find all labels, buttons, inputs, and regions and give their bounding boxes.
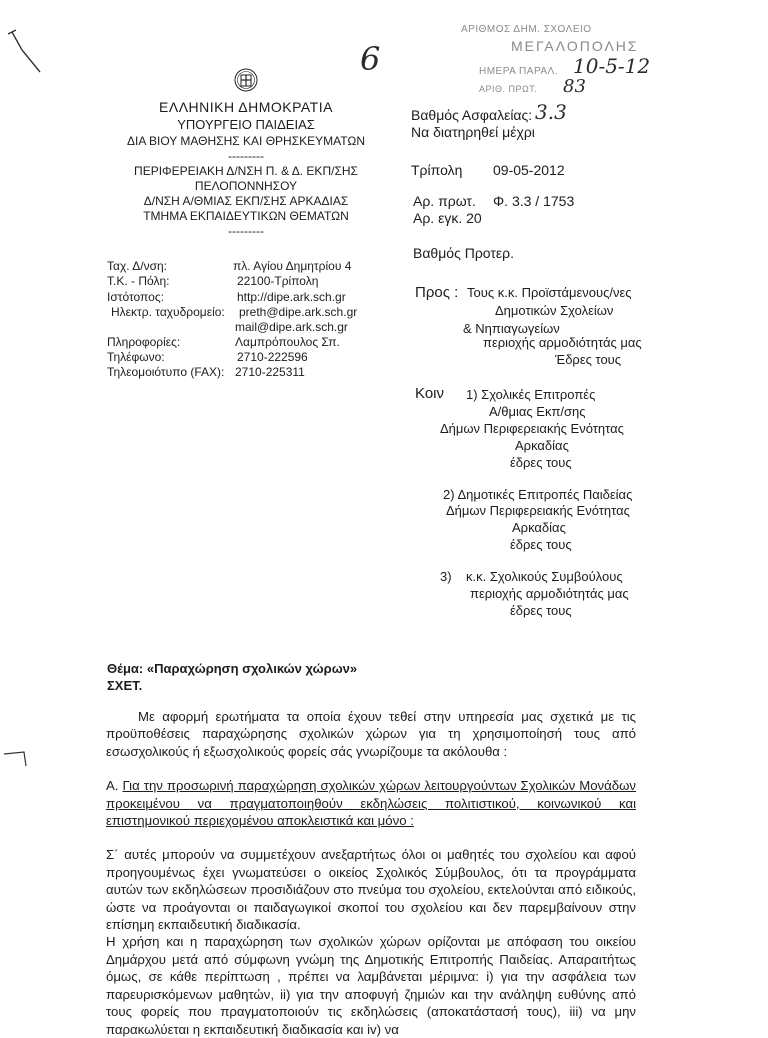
city: Τρίπολη [411, 162, 463, 178]
to-line-5: Έδρες τους [555, 352, 622, 367]
section-a-heading [106, 777, 636, 829]
header-region-line-2: ΠΕΛΟΠΟΝΝΗΣΟΥ [194, 179, 298, 193]
address-label: Ταχ. Δ/νση: [107, 259, 168, 273]
header-country: ΕΛΛΗΝΙΚΗ ΔΗΜΟΚΡΑΤΙΑ [159, 99, 333, 115]
protocol-label: Αρ. πρωτ. [413, 193, 476, 209]
handwritten-page-number: 6 [360, 40, 381, 78]
security-level-label: Βαθμός Ασφαλείας: [411, 107, 533, 123]
fax-label: Τηλεομοιότυπο (FAX): [107, 365, 225, 379]
cc-2-line-4: έδρες τους [510, 537, 572, 552]
info-label: Πληροφορίες: [107, 335, 181, 349]
cc-1-line-3: Δήμων Περιφερειακής Ενότητας [440, 421, 624, 436]
margin-arrow-mark [0, 728, 40, 768]
email-value-2: mail@dipe.ark.sch.gr [235, 320, 348, 334]
to-line-2: Δημοτικών Σχολείων [495, 303, 614, 318]
keep-until-label: Να διατηρηθεί μέχρι [411, 124, 535, 140]
header-ministry-sub: ΔΙΑ ΒΙΟΥ ΜΑΘΗΣΗΣ ΚΑΙ ΘΡΗΣΚΕΥΜΑΤΩΝ [127, 134, 365, 148]
info-value: Λαμπρόπουλος Σπ. [235, 335, 340, 349]
document-date: 09-05-2012 [493, 162, 565, 178]
to-line-1: Τους κ.κ. Προϊστάμενους/νες [467, 285, 632, 300]
stamp-line-4: ΑΡΙΘ. ΠΡΩΤ. [479, 84, 538, 94]
cc-2-line-1: 2) Δημοτικές Επιτροπές Παιδείας [443, 487, 633, 502]
to-label: Προς : [415, 284, 459, 301]
cc-2-line-3: Αρκαδίας [512, 520, 566, 535]
security-level-handwritten: 3.3 [535, 100, 567, 124]
subject-reference: ΣΧΕΤ. [107, 678, 143, 693]
cc-1-line-5: έδρες τους [510, 455, 572, 470]
circular-number: Αρ. εγκ. 20 [413, 210, 482, 226]
letter-body [106, 708, 636, 1038]
header-separator-1: --------- [228, 149, 264, 163]
phone-label: Τηλέφωνο: [107, 350, 165, 364]
website-value: http://dipe.ark.sch.gr [237, 290, 346, 304]
stamp-line-3: ΗΜΕΡΑ ΠΑΡΑΛ. [479, 66, 558, 77]
to-line-4: περιοχής αρμοδιότητάς μας [483, 335, 642, 350]
to-line-3: & Νηπιαγωγείων [463, 321, 560, 336]
cc-3-line-2: περιοχής αρμοδιότητάς μας [470, 586, 629, 601]
header-department: ΤΜΗΜΑ ΕΚΠΑΙΔΕΥΤΙΚΩΝ ΘΕΜΑΤΩΝ [143, 209, 349, 223]
body-paragraph-2: Η χρήση και η παραχώρηση των σχολικών χώρων ορίζονται με απόφαση του οικείου Δημάρχου μετά από σύμφωνη γνώμη της Δημοτικής Επιτροπής Παιδείας. Απαραιτήτως όμως, σε κάθε περίπτωση , πρέπει να λαμβάνεται μέριμνα: i) για την ασφάλεια των παρευρισκόμενων μαθητών, ii) για την αποφυγή ζημιών και την ανάληψη ευθύνης από τους φορείς που πραγματοποιούν τις εκδηλώσεις (αποκατάστασή τους), iii) να μην παρακωλύεται η εκπαιδευτική διαδικασία και iv) να [106, 934, 636, 1037]
cc-2-line-2: Δήμων Περιφερειακής Ενότητας [446, 503, 630, 518]
stamp-handwritten-protocol: 83 [563, 76, 586, 97]
email-label: Ηλεκτρ. ταχυδρομείο: [111, 305, 225, 319]
cc-3-line-1: κ.κ. Σχολικούς Συμβούλους [466, 569, 623, 584]
stamp-line-2: ΜΕΓΑΛΟΠΟΛΗΣ [511, 38, 639, 54]
stamp-handwritten-date: 10-5-12 [573, 54, 651, 78]
subject-line: Θέμα: «Παραχώρηση σχολικών χώρων» [107, 661, 358, 676]
zip-value: 22100-Τρίπολη [237, 274, 319, 288]
margin-pen-mark [0, 20, 60, 80]
header-directorate: Δ/ΝΣΗ Α/ΘΜΙΑΣ ΕΚΠ/ΣΗΣ ΑΡΚΑΔΙΑΣ [143, 194, 349, 208]
received-stamp [455, 24, 665, 96]
cc-3-line-3: έδρες τους [510, 603, 572, 618]
cc-1-line-2: Α/θμιας Εκπ/σης [489, 404, 586, 419]
header-region-line-1: ΠΕΡΙΦΕΡΕΙΑΚΗ Δ/ΝΣΗ Π. & Δ. ΕΚΠ/ΣΗΣ [134, 164, 358, 178]
phone-value: 2710-222596 [237, 350, 308, 364]
header-separator-2: --------- [228, 224, 264, 238]
priority-label: Βαθμός Προτερ. [413, 245, 514, 261]
cc-label: Κοιν [415, 385, 444, 402]
email-value-1: preth@dipe.ark.sch.gr [239, 305, 358, 319]
cc-3-number: 3) [440, 569, 452, 584]
section-a-prefix: Α. [106, 778, 123, 794]
body-paragraph-1: Σ΄ αυτές μπορούν να συμμετέχουν ανεξαρτήτως όλοι οι μαθητές του σχολείου και αφού προηγουμένως έχει γνωματεύσει ο οικείος Σχολικός Σύμβουλος, ότι τα προγράμματα αυτών των εκδηλώσεων προσιδιάζουν στο πνεύμα του σχολείου, εκτελούνται από ειδικούς, ώστε να προάγονται οι παιδαγωγικοί σκοποί του σχολείου και δεν παρεμβαίνουν στην επίσημη εκπαιδευτική διαδικασία. [106, 847, 636, 933]
zip-label: Τ.Κ. - Πόλη: [107, 274, 170, 288]
greek-emblem-icon [233, 66, 259, 94]
cc-1-line-1: 1) Σχολικές Επιτροπές [466, 387, 596, 402]
fax-value: 2710-225311 [235, 365, 305, 379]
protocol-number: Φ. 3.3 / 1753 [493, 193, 575, 209]
section-a-title: Για την προσωρινή παραχώρηση σχολικών χώρων λειτουργούντων Σχολικών Μονάδων προκειμένου να πραγματοποιηθούν εκδηλώσεις πολιτιστικού, κοινωνικού και επιστημονικού περιεχομένου αποκλειστικά και μόνο : [106, 778, 636, 829]
stamp-line-1: ΑΡΙΘΜΟΣ ΔΗΜ. ΣΧΟΛΕΙΟ [461, 24, 592, 35]
header-ministry: ΥΠΟΥΡΓΕΙΟ ΠΑΙΔΕΙΑΣ [177, 117, 315, 132]
address-value: πλ. Αγίου Δημητρίου 4 [233, 259, 352, 273]
cc-1-line-4: Αρκαδίας [515, 438, 569, 453]
intro-paragraph: Με αφορμή ερωτήματα τα οποία έχουν τεθεί στην υπηρεσία μας σχετικά με τις προϋποθέσεις παραχώρησης σχολικών χώρων για τη χρησιμοποίησή τους από εσωσχολικούς ή εξωσχολικούς φορείς σάς γνωρίζουμε τα ακόλουθα : [106, 709, 636, 759]
website-label: Ιστότοπος: [107, 290, 164, 304]
